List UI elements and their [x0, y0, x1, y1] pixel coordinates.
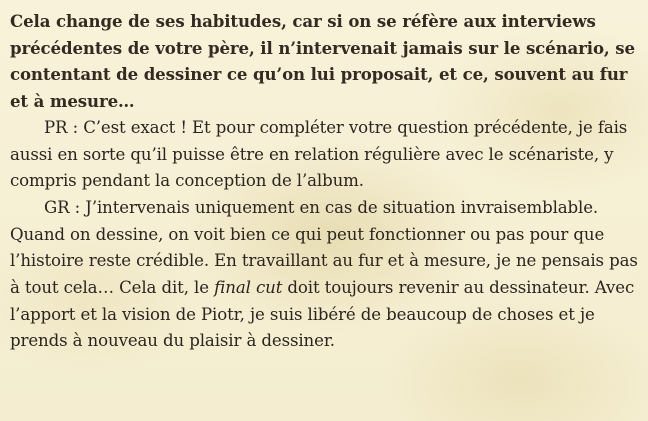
- answer-gr-emphasis: final cut: [214, 278, 283, 298]
- speaker-pr: PR :: [44, 117, 79, 137]
- interview-text: [10, 8, 644, 355]
- answer-gr-text-start: J’intervenais uniquement en cas de situation invraisemblable. Quand on dessine, on voit bien ce qui peut fonctionner ou pas pour que l’histoire reste crédible. En travaillant au fur et à mesure, je ne pensais pas à tout cela… Cela dit, le: [10, 197, 638, 298]
- answer-gr: [10, 195, 644, 355]
- answer-pr: [10, 115, 644, 195]
- interview-question: Cela change de ses habitudes, car si on se réfère aux interviews précédentes de votre père, il n’intervenait jamais sur le scénario, se contentant de dessiner ce qu’on lui proposait, et ce, souvent au fur et à mesure…: [10, 11, 635, 112]
- answer-gr-text-end: doit toujours revenir au dessinateur. Avec l’apport et la vision de Piotr, je suis libéré de beaucoup de choses et je prends à nouveau du plaisir à dessiner.: [10, 278, 635, 351]
- answer-pr-text: C’est exact ! Et pour compléter votre question précédente, je fais aussi en sorte qu’il puisse être en relation régulière avec le scénariste, y compris pendant la conception de l’album.: [10, 117, 628, 191]
- speaker-gr: GR :: [44, 197, 81, 217]
